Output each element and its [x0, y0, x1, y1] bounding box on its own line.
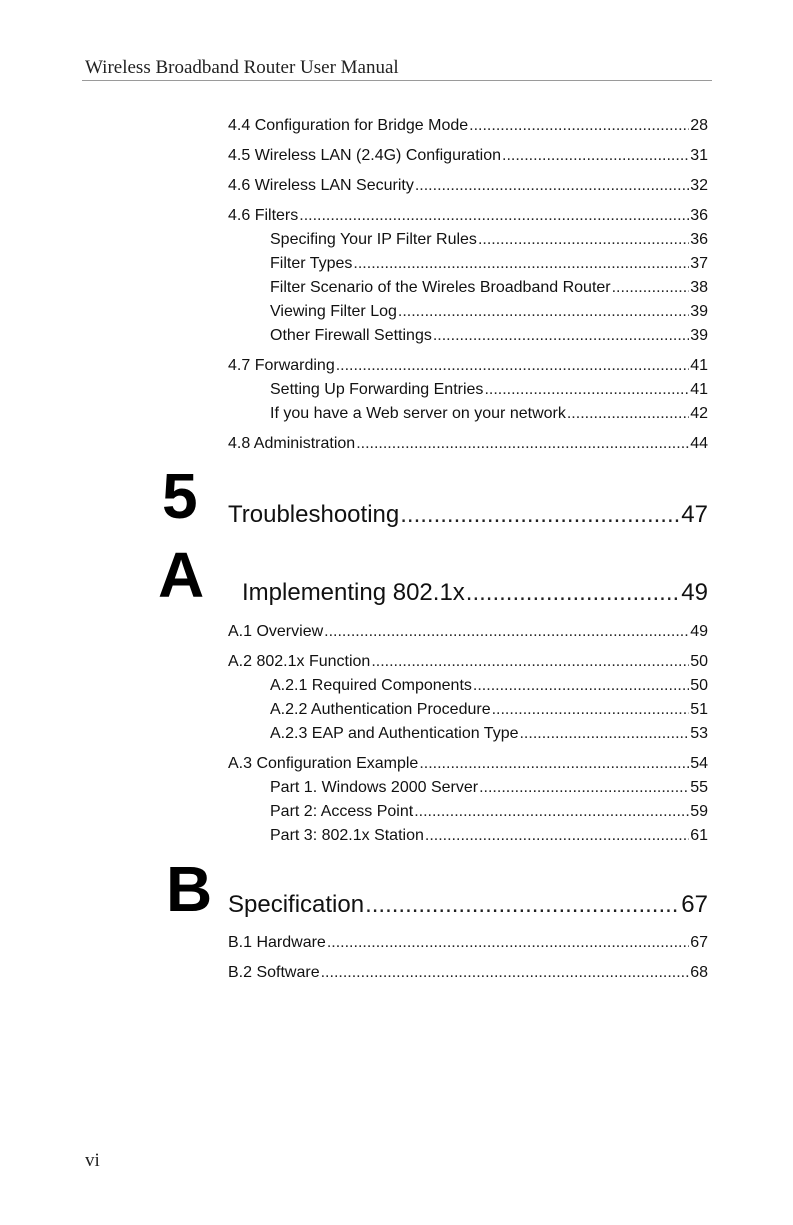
- toc-entry-title: 4.5 Wireless LAN (2.4G) Configuration: [228, 147, 501, 164]
- toc-entry-page: 51: [690, 701, 708, 718]
- toc-entry-page: 59: [690, 803, 708, 820]
- toc-entry-title: 4.4 Configuration for Bridge Mode: [228, 117, 469, 134]
- toc-entry-title: Filter Scenario of the Wireles Broadband Router: [270, 279, 611, 296]
- toc-subentry[interactable]: [270, 278, 708, 298]
- toc-entry-title: If you have a Web server on your network: [270, 405, 566, 422]
- toc-entry[interactable]: [228, 206, 708, 226]
- toc-chapter[interactable]: [228, 500, 708, 530]
- toc-entry-title: Specifing Your IP Filter Rules: [270, 231, 477, 248]
- toc-entry-page: 28: [690, 117, 708, 134]
- page-number: vi: [85, 1150, 100, 1171]
- toc-entry-page: 55: [690, 779, 708, 796]
- leader-dots: [299, 206, 689, 226]
- toc-entry-title: A.1 Overview: [228, 623, 324, 640]
- leader-dots: [324, 622, 689, 642]
- toc-entry-title: Other Firewall Settings: [270, 327, 432, 344]
- toc-entry-page: 61: [690, 827, 708, 844]
- toc-entry[interactable]: [228, 933, 708, 953]
- leader-dots: [336, 356, 689, 376]
- toc-subentry[interactable]: [270, 724, 708, 744]
- toc-entry-page: 67: [681, 891, 708, 918]
- toc-entry[interactable]: [228, 146, 708, 166]
- toc-chapter[interactable]: [242, 578, 708, 608]
- toc-entry-title: B.1 Hardware: [228, 934, 326, 951]
- toc-entry-page: 32: [690, 177, 708, 194]
- toc-subentry[interactable]: [270, 778, 708, 798]
- toc-entry-page: 49: [681, 579, 708, 606]
- toc-entry-title: 4.8 Administration: [228, 435, 356, 452]
- leader-dots: [356, 434, 689, 454]
- leader-dots: [479, 778, 689, 798]
- toc-entry-page: 41: [690, 381, 708, 398]
- toc-entry-title: A.3 Configuration Example: [228, 755, 419, 772]
- toc-subentry[interactable]: [270, 254, 708, 274]
- toc-entry-title: Setting Up Forwarding Entries: [270, 381, 484, 398]
- toc-entry[interactable]: [228, 116, 708, 136]
- toc-subentry[interactable]: [270, 302, 708, 322]
- leader-dots: [433, 326, 689, 346]
- toc-entry-title: A.2.3 EAP and Authentication Type: [270, 725, 519, 742]
- leader-dots: [398, 302, 689, 322]
- toc-entry-title: B.2 Software: [228, 964, 320, 981]
- leader-dots: [502, 146, 689, 166]
- toc-chapter-title: Troubleshooting: [228, 501, 400, 528]
- leader-dots: [519, 724, 689, 744]
- toc-entry-page: 54: [690, 755, 708, 772]
- toc-subentry[interactable]: [270, 380, 708, 400]
- leader-dots: [612, 278, 690, 298]
- toc-subentry[interactable]: [270, 230, 708, 250]
- toc-entry-page: 36: [690, 207, 708, 224]
- chapter-number: 5: [162, 460, 198, 532]
- toc-entry-page: 47: [681, 501, 708, 528]
- toc-entry-page: 37: [690, 255, 708, 272]
- toc-entry-title: A.2.2 Authentication Procedure: [270, 701, 491, 718]
- toc-entry[interactable]: [228, 622, 708, 642]
- toc-entry-title: Part 1. Windows 2000 Server: [270, 779, 479, 796]
- toc-entry-page: 53: [690, 725, 708, 742]
- leader-dots: [415, 176, 689, 196]
- toc-subentry[interactable]: [270, 802, 708, 822]
- toc-entry[interactable]: [228, 434, 708, 454]
- toc-subentry[interactable]: [270, 700, 708, 720]
- leader-dots: [492, 700, 690, 720]
- toc-chapter-title: Specification: [228, 891, 365, 918]
- leader-dots: [484, 380, 689, 400]
- toc-entry[interactable]: [228, 176, 708, 196]
- leader-dots: [425, 826, 689, 846]
- running-header: Wireless Broadband Router User Manual: [85, 57, 399, 78]
- leader-dots: [419, 754, 689, 774]
- toc-entry-page: 50: [690, 677, 708, 694]
- toc-entry[interactable]: [228, 963, 708, 983]
- toc-entry-page: 39: [690, 327, 708, 344]
- toc-entry-page: 42: [690, 405, 708, 422]
- appendix-letter: B: [166, 853, 213, 925]
- leader-dots: [466, 578, 681, 608]
- toc-entry-title: Part 3: 802.1x Station: [270, 827, 424, 844]
- leader-dots: [414, 802, 689, 822]
- toc-entry-title: A.2 802.1x Function: [228, 653, 371, 670]
- leader-dots: [469, 116, 689, 136]
- toc-entry[interactable]: [228, 652, 708, 672]
- toc-entry[interactable]: [228, 754, 708, 774]
- toc-entry-page: 68: [690, 964, 708, 981]
- toc-entry-title: 4.6 Filters: [228, 207, 299, 224]
- leader-dots: [567, 404, 689, 424]
- leader-dots: [321, 963, 690, 983]
- leader-dots: [400, 500, 680, 530]
- toc-entry-title: 4.7 Forwarding: [228, 357, 335, 374]
- toc-chapter[interactable]: [228, 890, 708, 920]
- leader-dots: [473, 676, 689, 696]
- leader-dots: [353, 254, 689, 274]
- toc-entry-page: 67: [690, 934, 708, 951]
- toc-entry-title: Viewing Filter Log: [270, 303, 397, 320]
- toc-entry-page: 36: [690, 231, 708, 248]
- toc-entry[interactable]: [228, 356, 708, 376]
- toc-entry-page: 38: [690, 279, 708, 296]
- toc-entry-page: 31: [690, 147, 708, 164]
- header-rule: [82, 80, 712, 81]
- leader-dots: [478, 230, 689, 250]
- toc-subentry[interactable]: [270, 404, 708, 424]
- toc-subentry[interactable]: [270, 326, 708, 346]
- toc-chapter-title: Implementing 802.1x: [242, 579, 465, 606]
- toc-subentry[interactable]: [270, 676, 708, 696]
- toc-entry-page: 50: [690, 653, 708, 670]
- toc-entry-page: 39: [690, 303, 708, 320]
- toc-subentry[interactable]: [270, 826, 708, 846]
- toc-entry-page: 44: [690, 435, 708, 452]
- toc-entry-page: 41: [690, 357, 708, 374]
- toc-entry-page: 49: [690, 623, 708, 640]
- leader-dots: [365, 890, 680, 920]
- appendix-letter: A: [158, 539, 205, 611]
- toc-entry-title: Filter Types: [270, 255, 353, 272]
- toc-entry-title: 4.6 Wireless LAN Security: [228, 177, 414, 194]
- toc-entry-title: A.2.1 Required Components: [270, 677, 472, 694]
- toc-entry-title: Part 2: Access Point: [270, 803, 414, 820]
- leader-dots: [371, 652, 689, 672]
- leader-dots: [327, 933, 689, 953]
